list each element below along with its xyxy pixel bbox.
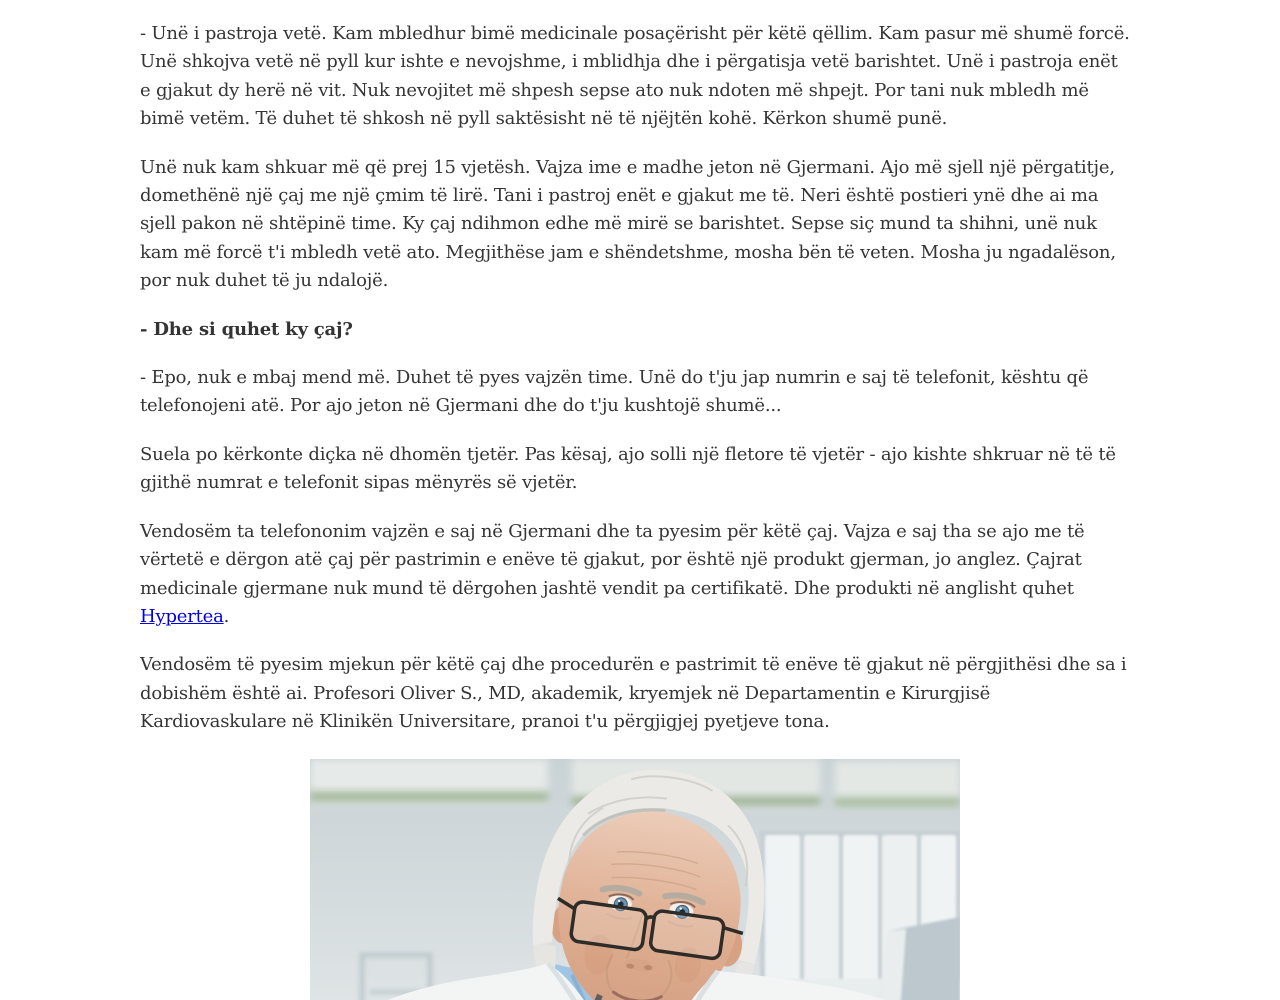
doctor-photo <box>310 759 960 1000</box>
paragraph-6: Vendosëm të pyesim mjekun për këtë çaj dhe procedurën e pastrimit të enëve të gjakut në përgjithësi dhe sa i dobishëm është ai. Profesori Oliver S., MD, akademik, kryemjek në Departamentin e Kirurgjisë Kardiovaskulare në Klinikën Universitare, pranoi t'u përgjigjej pyetjeve tona. <box>140 654 1127 733</box>
paragraph-1: - Unë i pastroja vetë. Kam mbledhur bimë medicinale posaçërisht për këtë qëllim. Kam pasur më shumë forcë. Unë shkojva vetë në pyll kur ishte e nevojshme, i mblidhja dhe i përgatisja vetë barishtet. Unë i pastroja enët e gjakut dy herë në vit. Nuk nevojitet më shpesh sepse ato nuk ndoten më shpejt. Por tani nuk mbledh më bimë vetëm. Të duhet të shkosh në pyll saktësisht në të njëjtën kohë. Kërkon shumë punë. <box>140 23 1130 130</box>
paragraph-3: - Epo, nuk e mbaj mend më. Duhet të pyes vajzën time. Unë do t'ju jap numrin e saj të telefonit, kështu që telefonojeni atë. Por ajo jeton në Gjermani dhe do t'ju kushtojë shumë... <box>140 367 1089 417</box>
doctor-photo-illustration <box>310 759 960 1000</box>
paragraph-5 <box>140 518 1130 632</box>
paragraph-2: Unë nuk kam shkuar më që prej 15 vjetësh. Vajza ime e madhe jeton në Gjermani. Ajo më sjell një përgatitje, domethënë një çaj me një çmim të lirë. Tani i pastroj enët e gjakut me të. Neri është postieri ynë dhe ai ma sjell pakon në shtëpinë time. Ky çaj ndihmon edhe më mirë se barishtet. Sepse siç mund ta shihni, unë nuk kam më forcë t'i mbledh vetë ato. Megjithëse jam e shëndetshme, mosha bën të veten. Mosha ju ngadalëson, por nuk duhet të ju ndalojë. <box>140 156 1116 292</box>
hypertea-link[interactable]: Hypertea <box>140 605 224 627</box>
paragraph-5-period: . <box>223 605 230 627</box>
paragraph-5-text: Vendosëm ta telefononim vajzën e saj në Gjermani dhe ta pyesim për këtë çaj. Vajza e saj tha se ajo me të vërtetë e dërgon atë çaj për pastrimin e enëve të gjakut, por është një produkt gjerman, jo anglez. Çajrat medicinale gjermane nuk mund të dërgohen jashtë vendit pa certifikatë. Dhe produkti në anglisht quhet <box>140 520 1085 599</box>
section-heading: - Dhe si quhet ky çaj? <box>140 318 353 340</box>
paragraph-4: Suela po kërkonte diçka në dhomën tjetër. Pas kësaj, ajo solli një fletore të vjetër - ajo kishte shkruar në të të gjithë numrat e telefonit sipas mënyrës së vjetër. <box>140 443 1116 494</box>
article-body <box>140 0 1130 1000</box>
